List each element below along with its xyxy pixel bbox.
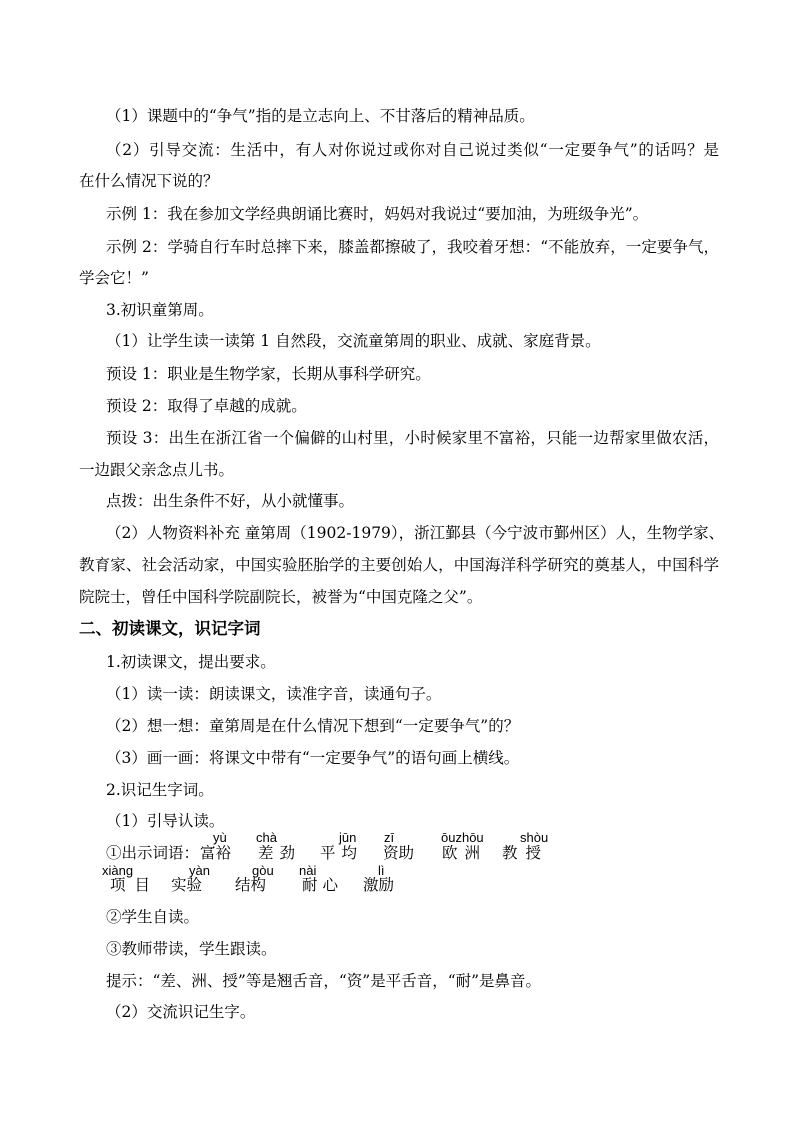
- paragraph-line: （1）让学生读一读第 1 自然段，交流童第周的职业、成就、家庭背景。: [106, 332, 601, 350]
- paragraph-line: 示例 1：我在参加文学经典朗诵比赛时，妈妈对我说过“要加油，为班级争光”。: [106, 205, 649, 223]
- paragraph-line: （1）读一读：朗读课文，读准字音，读通句子。: [106, 685, 442, 703]
- paragraph-line: 院院士，曾任中国科学院副院长，被誉为“中国克隆之父”。: [79, 588, 483, 606]
- paragraph-line: 3.初识童第周。: [106, 301, 214, 319]
- paragraph-line: （1）引导认读。: [106, 812, 225, 830]
- pinyin: yàn: [189, 863, 210, 878]
- paragraph-line: 2.识记生字词。: [106, 781, 214, 799]
- paragraph-line: 示例 2：学骑自行车时总摔下来，膝盖都擦破了，我咬着牙想：“不能放弃，一定要争气，: [106, 238, 719, 256]
- paragraph-line: 学会它！”: [79, 269, 149, 287]
- paragraph-line: 1.初读课文，提出要求。: [106, 653, 276, 671]
- vocab-word: 资助: [383, 844, 415, 862]
- paragraph-line: 教育家、社会活动家，中国实验胚胎学的主要创始人，中国海洋科学研究的奠基人，中国科学: [79, 556, 719, 574]
- vocab-word: 教授: [502, 844, 550, 862]
- pinyin: chà: [256, 830, 277, 845]
- pinyin: yù: [213, 830, 227, 845]
- paragraph-line: （2）交流识记生字。: [106, 1003, 256, 1021]
- vocab-word: 欧洲: [442, 844, 488, 862]
- paragraph-line: 预设 2：取得了卓越的成就。: [106, 397, 307, 415]
- paragraph-line: 点拨：出生条件不好，从小就懂事。: [106, 492, 355, 510]
- paragraph-line: ②学生自读。: [106, 908, 200, 926]
- pinyin: gòu: [252, 863, 274, 878]
- vocab-word: 富裕: [200, 844, 232, 862]
- paragraph-line: 提示：“差、洲、授”等是翘舌音，“资”是平舌音，“耐”是鼻音。: [106, 972, 542, 990]
- paragraph-line: 在什么情况下说的？: [79, 172, 219, 190]
- pinyin: xiàng: [102, 863, 134, 878]
- section-heading: 二、初读课文，识记字词: [79, 619, 261, 638]
- vocab-word: 平均: [320, 844, 364, 862]
- paragraph-line: （3）画一画：将课文中带有“一定要争气”的语句画上横线。: [106, 749, 520, 767]
- paragraph-line: （1）课题中的“争气”指的是立志向上、不甘落后的精神品质。: [106, 107, 535, 125]
- pinyin: lì: [378, 863, 385, 878]
- pinyin: zī: [384, 830, 395, 845]
- paragraph-line: 预设 1：职业是生物学家，长期从事科学研究。: [106, 365, 431, 383]
- paragraph-line: 一边跟父亲念点儿书。: [79, 461, 235, 479]
- vocab-word: 激励: [363, 876, 395, 894]
- paragraph-line: （2）引导交流：生活中，有人对你说过或你对自己说过类似“一定要争气”的话吗？是: [106, 141, 719, 159]
- vocab-word: 耐心: [302, 876, 344, 894]
- pinyin: nài: [299, 863, 317, 878]
- vocab-word: 实验: [171, 876, 203, 894]
- vocab-word: 项目: [110, 876, 160, 894]
- vocab-word: 差劲: [258, 844, 302, 862]
- paragraph-line: （2）人物资料补充 童第周（1902-1979），浙江鄞县（今宁波市鄞州区）人，生物学家、: [106, 524, 725, 542]
- pinyin: ōuzhōu: [441, 830, 484, 845]
- paragraph-line: 预设 3：出生在浙江省一个偏僻的山村里，小时候家里不富裕，只能一边帮家里做农活，: [106, 429, 719, 447]
- pinyin: shòu: [520, 830, 549, 845]
- vocab-word: 结构: [235, 876, 267, 894]
- paragraph-line: ③教师带读，学生跟读。: [106, 940, 277, 958]
- vocab-intro: ①出示词语：: [106, 844, 200, 862]
- pinyin: jūn: [339, 830, 357, 845]
- paragraph-line: （2）想一想：童第周是在什么情况下想到“一定要争气”的？: [106, 717, 520, 735]
